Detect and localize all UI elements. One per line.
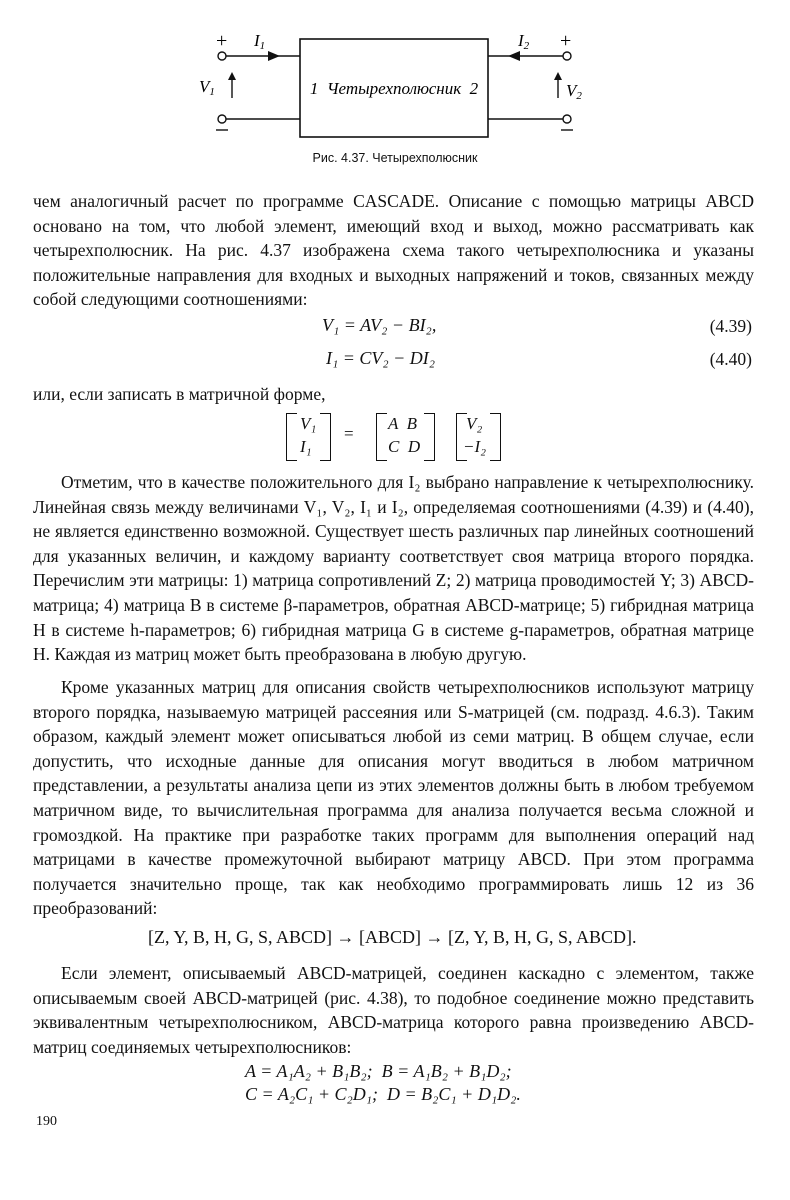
terminal-in-top: [218, 52, 226, 60]
matrix-rhs-bottom: −I₂: [463, 437, 487, 456]
label-i2: I2: [518, 31, 530, 52]
paragraph-4: Если элемент, описываемый ABCD-матрицей, соединен каскадно с элементом, также описываемым своей ABCD-матрицей (рис. 4.38), то подобное соединение можно представить эквивалентным четырехполюсником, ABCD-матрица которого равна произведению ABCD-матриц соединяемых четырехполюсников:: [33, 963, 754, 1057]
matrix-equals: =: [344, 424, 354, 443]
matrix-abcd-bottom: C D: [388, 437, 421, 456]
page-number: 190: [36, 1114, 57, 1129]
label-v2: V2: [566, 81, 582, 102]
matrix-equation: [286, 413, 506, 461]
equation-cascade-1: A = A₁A₂ + B₁B₂; B = A₁B₂ + B₁D₂;: [245, 1061, 512, 1081]
two-port-diagram: [0, 0, 790, 150]
terminal-out-top: [563, 52, 571, 60]
figure-caption: Рис. 4.37. Четырехполюсник: [312, 151, 478, 165]
plus-left: +: [216, 30, 228, 52]
label-v1: V1: [199, 77, 215, 98]
equation-number-4-40: (4.40): [709, 349, 752, 369]
terminal-in-bottom: [218, 115, 226, 123]
paragraph-3: Кроме указанных матриц для описания свойств четырехполюсников используют матрицу второго порядка, называемую матрицей рассеяния или S-матрицей (см. подразд. 4.6.3). Таким образом, каждый элемент может описываться любой из семи матриц. В общем случае, если допустить, что исходные данные для описания могут вводиться в любом матричном представлении, а результаты анализа цепи из этих элементов должны быть в любом требуемом матричном виде, то вычислительная программа для анализа получается весьма сложной и громоздкой. На практике при разработке таких программ для выполнения операций над матрицами в качестве промежуточной выбирают матрицу ABCD. При этом программа получается значительно проще, так как необходимо программировать лишь 12 из 36 преобразований:: [33, 677, 754, 919]
matrix-abcd-top: A B: [388, 414, 417, 433]
equation-number-4-39: (4.39): [709, 316, 752, 336]
current-arrow-i2: [508, 51, 520, 61]
matrix-lhs-top: V₁: [300, 414, 317, 433]
current-arrow-i1: [268, 51, 280, 61]
plus-right: +: [560, 30, 572, 52]
terminal-out-bottom: [563, 115, 571, 123]
paragraph-2: Отметим, что в качестве положительного для I₂ выбрано направление к четырехполюснику. Линейная связь между величинами V₁, V₂, I₁ и I₂, определяемая соотношениями (4.39) и (4.40), не является единственно возможной. Существует шесть различных пар линейных соотношений для указанных величин, и каждому варианту соответствует своя матрица второго порядка. Перечислим эти матрицы: 1) матрица сопротивлений Z; 2) матрица проводимостей Y; 3) ABCD-матрица; 4) матрица B в системе β-параметров, обратная ABCD-матрице; 5) гибридная матрица H в системе h-параметров; 6) гибридная матрица G в системе g-параметров, обратная матрице H. Каждая из матриц может быть преобразована в любую другую.: [33, 472, 754, 665]
equation-chain: [Z, Y, B, H, G, S, ABCD] → [ABCD] → [Z, Y, B, H, G, S, ABCD].: [148, 927, 637, 947]
paragraph-1: чем аналогичный расчет по программе CASCADE. Описание с помощью матрицы ABCD основано на том, что любой элемент, имеющий вход и выход, можно рассматривать как четырехполюсник. На рис. 4.37 изображена схема такого четырехполюсника и указаны положительные направления для входных и выходных напряжений и токов, связанных между собой следующими соотношениями:: [33, 191, 754, 310]
matrix-lhs-bottom: I₁: [300, 437, 312, 456]
equation-4-40: I₁ = CV₂ − DI₂: [326, 348, 436, 368]
matrix-rhs-top: V₂: [466, 414, 483, 433]
equation-4-39: V₁ = AV₂ − BI₂,: [322, 315, 437, 335]
equation-cascade-2: C = A₂C₁ + C₂D₁; D = B₂C₁ + D₁D₂.: [245, 1084, 521, 1104]
box-label: 1 Четырехполюсник 2: [309, 79, 479, 98]
label-i1: I1: [254, 31, 266, 52]
paragraph-matrix-intro: или, если записать в матричной форме,: [33, 384, 326, 404]
two-port-figure: [0, 0, 790, 175]
